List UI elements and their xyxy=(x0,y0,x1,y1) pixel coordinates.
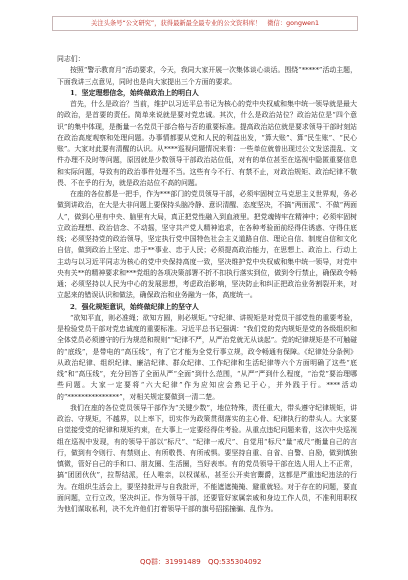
section1-paragraph-2: 在座的各位都是一把手，作为***部门的党员领导干部，必须牢固树立马克思主义世界观，务必做到讲政治，在大是大非问题上要保持头脑冷静、意识清醒、态度坚决，不搞“两面派”、不做“两面人”，做到心里有中央、脑里有大局，真正把党性融入到血液里。把党魂铸牢在精神中；必须牢固树立政治理想、政治信念、不动摇，坚守共产党人精神追求，在各种考验面前经得住诱惑、守得住底线；必须坚持党的政治领导，坚定执行党中国特色社会主义道路自信、理论自信、制度自信和文化自信，做到政治上坚定、忠于**事业、忠于人民；必须提高政治能力，在思想上、政治上、行动上主动与以习近平同志为核心的党中央保持高度一致，坚决维护党中央权威和集中统一领导，对党中央有关**的精神要求和***党组的各项决策部署不折不扣执行落实到位，做到令行禁止，确保政令畅通；必须坚持以人民为中心的发展思想，考虑政治影响，坚决防止和纠正把政治业务割裂开来，对立起来的错误认识和做法，确保政治和业务融为一体，高度统一。 xyxy=(57,190,357,300)
banner-promo-text: 关注头条号“公文研究”，获得最新最全最专业的公文资料库！ xyxy=(91,20,262,27)
document-body xyxy=(57,54,357,544)
banner-wechat-text: 微信：gongwen1 xyxy=(267,20,319,27)
promo-banner xyxy=(52,16,358,31)
page-footer xyxy=(0,556,408,568)
intro-paragraph: 按照“警示教育月”活动要求，今天，我同大家开展一次集体谈心谈话。围绕“*****”活动主题，下面我讲三点意见，同时也是向大家提出三个方面的要求。 xyxy=(57,66,357,86)
section1-paragraph-1: 首先，什么是政治？当前，维护以习近平总书记为核心的党中央权威和集中统一领导就是最大的政治，是首要的责任。简单来说就是要对党忠诚。其次，什么是政治站位？政治站位是“四个意识”的集中体现，是衡量一名党员干部合格与否的重要标准。提高政治站位就是要求领导干部时刻站在政治高度观察和处理问题。办事情都要从党和人民的利益出发，“算大账”、算“民生账”、“民心账”。大家对此要有清醒的认识。从****巡视问题情况来看：一些单位就曾出现过公文发送混乱、文件办理不及时等问题，原因就是少数领导干部政治站位低，对有的单位甚至在巡视中隐匿重要信息和实际问题，导致有的政治事件处理不当。这些有今不行、有禁不止，对政治规矩、政治纪律不敬畏、不在乎的行为，就是政治站位不高的问题。 xyxy=(57,100,357,187)
section-heading-2: 2．强化规矩意识，始终做纪律上的坚守人 xyxy=(70,302,199,311)
footer-qq-group: QQ群：31991489 xyxy=(140,558,201,566)
section2-paragraph-1: “欲知平直，则必准绳；欲知方圆，则必规矩。”守纪律、讲规矩是对党员干部党性的重要考验，是检验党员干部对党忠诚度的重要标准。习近平总书记强调：“我们党的党内规矩是党的各级组织和全体党员必须遵守的行为规范和规则”“纪律不严，从严治党就无从谈起”。党的纪律规矩是不可触碰的“底线”，是带电的“高压线”，有了它才能为全党行事立规，政令畅通有保障。《纪律处分条例》从政治纪律、组织纪律、廉洁纪律、群众纪律、工作纪律和生活纪律等六个方面明确了这些“底线”和“高压线”，充分回答了全面从严“全面”到什么范围，“从严”严到什么程度，“治党”要治理哪些问题。大家一定要将“六大纪律”作为应知应会熟记于心，并外践于行。****活动的“***************”，对相关规定要做到一清二楚。 xyxy=(57,313,357,401)
section2-paragraph-2: 我们在座的各位党员领导干部作为“关键少数”，地位特殊，责任重大，带头遵守纪律规矩，讲政治、守规矩，不越界，以上率下，切实作为政策贯彻落实的主心骨、纪律执行的带头人。大家要自觉接受党的纪律和规矩约束，在大事上一定要经得住考验。从重点违纪问题来看，这次中央巡视组在巡视中发现，有的领导干部以“标尺”、“纪律一戒尺”、自觉用“标尺”量“戒尺”衡量自己的言行，做到有令则行、有禁则止、有所敬畏、有所戒惧。要坚持自重、自省、自警、自励，做到慎独慎微，管好自己的手和口、朋友圈、生活圈，当好表率。有的党员领导干部在选人用人上不正常，搞“团团伙伙”，拉帮结派，任人唯亲，以权谋私，甚至公开卖官鬻爵，这都是严重违纪违法的行为。在组织生活会上，要坚持批评与自我批评，不能遮遮掩掩、避重就轻。对于存在的问题，要直面问题，立行立改，坚决纠正。作为领导干部，还要管好家属亲戚和身边工作人员，不准利用职权为他们谋取私利，决不允许他们打着领导干部的旗号招摇撞骗、乱作为。 xyxy=(57,403,357,513)
footer-qq-number: QQ:535304092 xyxy=(208,558,262,566)
section-heading-1: 1．坚定理想信念，始终做政治上的明白人 xyxy=(70,88,199,97)
salutation: 同志们： xyxy=(57,55,85,63)
